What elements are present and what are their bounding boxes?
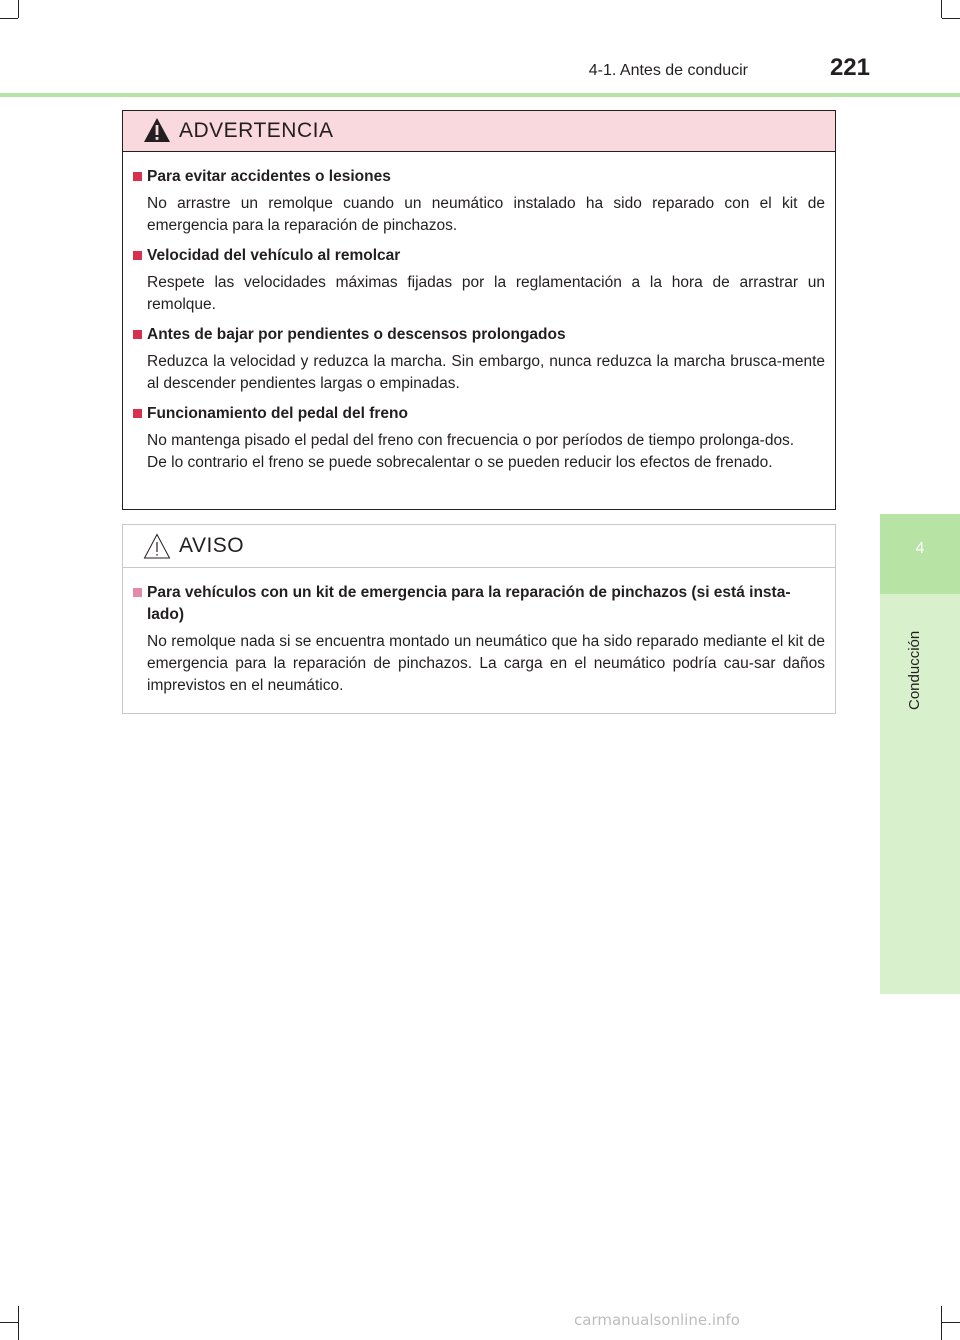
square-bullet-icon xyxy=(133,251,142,260)
crop-mark xyxy=(942,18,960,19)
warning-item-text: De lo contrario el freno se puede sobrecalentar o se pueden reducir los efectos de frenado. xyxy=(147,454,773,471)
notice-title: AVISO xyxy=(179,534,245,557)
warning-item-text: No mantenga pisado el pedal del freno con frecuencia o por períodos de tiempo prolonga-dos. xyxy=(147,432,795,449)
item-title-text: Velocidad del vehículo al remolcar xyxy=(147,247,401,264)
warning-item-title xyxy=(133,245,825,267)
crop-mark xyxy=(18,0,19,18)
crop-mark xyxy=(942,1322,960,1323)
notice-item-text: No remolque nada si se encuentra montado un neumático que ha sido reparado mediante el kit de emergencia para la reparación de pinchazos. La carga en el neumático podría cau-sar daños imprevistos en el neumático. xyxy=(147,633,825,694)
item-title-text: Para evitar accidentes o lesiones xyxy=(147,168,391,185)
warning-header xyxy=(123,111,835,152)
notice-item-title xyxy=(133,582,825,626)
section-title: 4-1. Antes de conducir xyxy=(588,62,748,79)
crop-mark xyxy=(941,0,942,18)
warning-item xyxy=(133,166,825,237)
square-bullet-icon xyxy=(133,330,142,339)
chapter-title: Conducción xyxy=(906,630,923,710)
chapter-number: 4 xyxy=(915,540,925,557)
warning-item-text: No arrastre un remolque cuando un neumático instalado ha sido reparado con el kit de emergencia para la reparación de pinchazos. xyxy=(147,195,825,234)
caution-triangle-icon xyxy=(143,533,171,559)
warning-item-text: Reduzca la velocidad y reduzca la marcha. Sin embargo, nunca reduzca la marcha brusca-mente al descender pendientes largas o empinadas. xyxy=(147,353,825,392)
crop-mark xyxy=(941,1306,942,1340)
warning-title: ADVERTENCIA xyxy=(179,119,334,142)
warning-item-title xyxy=(133,324,825,346)
warning-body xyxy=(123,152,835,474)
header-rule xyxy=(0,93,960,97)
notice-header xyxy=(123,525,835,568)
crop-mark xyxy=(0,18,18,19)
warning-item xyxy=(133,245,825,316)
square-bullet-icon xyxy=(133,172,142,181)
item-title-text: Funcionamiento del pedal del freno xyxy=(147,405,408,422)
crop-mark xyxy=(18,1306,19,1340)
notice-body xyxy=(123,568,835,697)
square-bullet-icon xyxy=(133,588,142,597)
warning-item-title xyxy=(133,166,825,188)
notice-item xyxy=(133,582,825,697)
crop-mark xyxy=(0,1322,18,1323)
warning-item xyxy=(133,324,825,395)
notice-box xyxy=(122,524,836,714)
page-number: 221 xyxy=(829,54,870,81)
watermark: carmanualsonline.info xyxy=(574,1311,740,1329)
warning-triangle-icon xyxy=(143,117,171,143)
warning-box xyxy=(122,110,836,510)
warning-item-title xyxy=(133,403,825,425)
warning-item-text: Respete las velocidades máximas fijadas por la reglamentación a la hora de arrastrar un remolque. xyxy=(147,274,825,313)
square-bullet-icon xyxy=(133,409,142,418)
item-title-text: Antes de bajar por pendientes o descensos prolongados xyxy=(147,326,566,343)
chapter-tab xyxy=(880,514,960,594)
warning-item xyxy=(133,403,825,474)
item-title-text: Para vehículos con un kit de emergencia para la reparación de pinchazos (si está insta-lado) xyxy=(147,584,791,623)
